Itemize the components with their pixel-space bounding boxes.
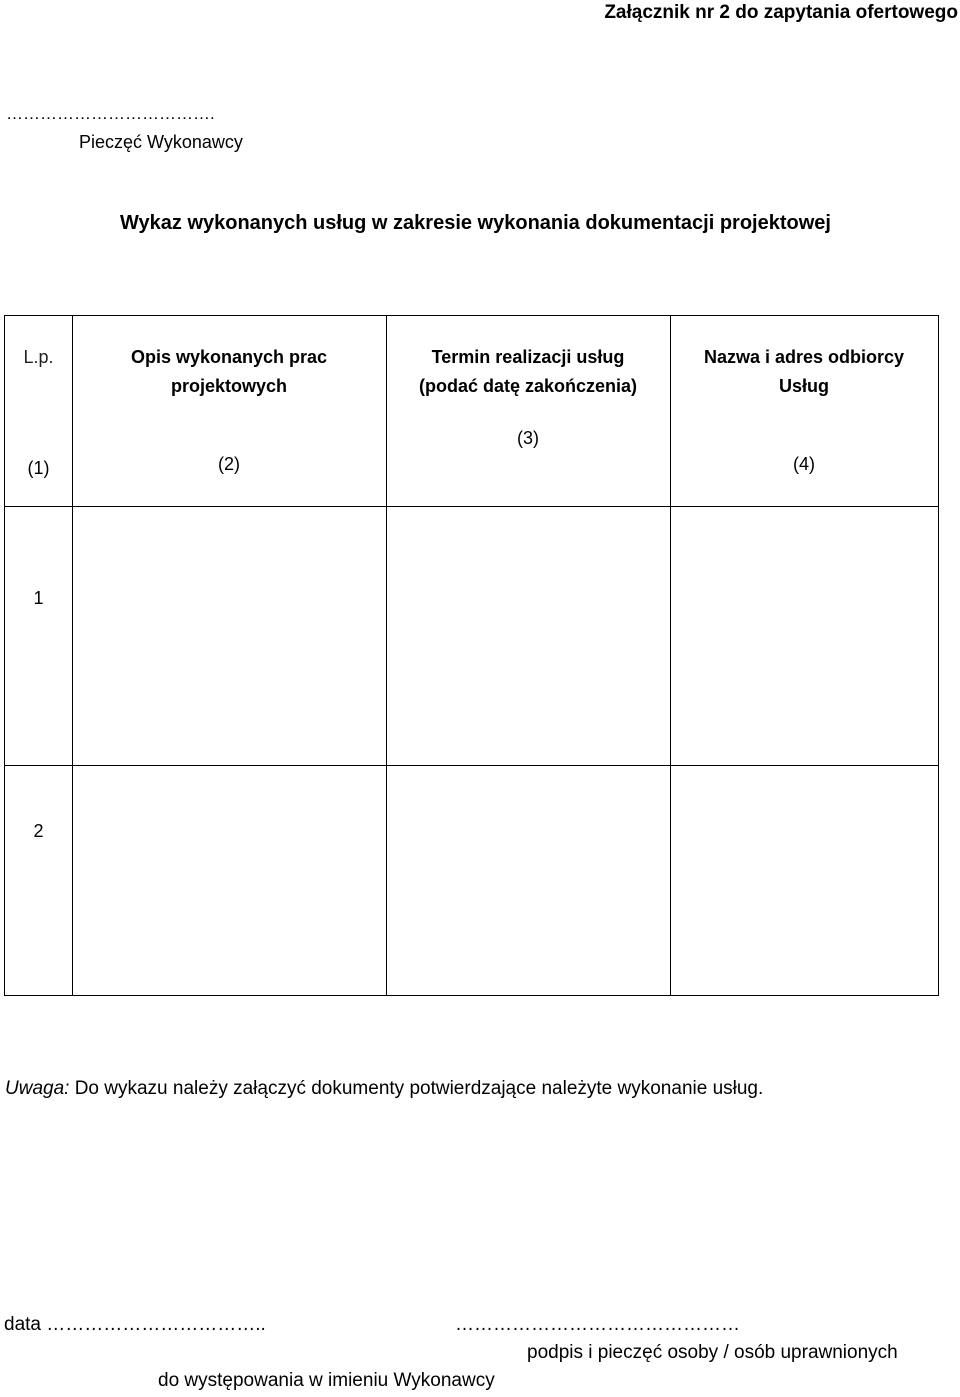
row-divider	[5, 765, 938, 766]
header-term-line2: (podać datę zakończenia)	[418, 376, 638, 396]
document-title: Wykaz wykonanych usług w zakresie wykonania dokumentacji projektowej	[120, 212, 831, 234]
header-lp: L.p.	[23, 347, 54, 367]
header-recipient-line2: Usług	[778, 376, 829, 396]
note-label: Uwaga:	[5, 1078, 70, 1099]
signature-caption-line1: podpis i pieczęć osoby / osób uprawnionych	[527, 1342, 898, 1363]
signature-caption-line2: do występowania w imieniu Wykonawcy	[158, 1370, 495, 1391]
column-number-2: (2)	[218, 454, 240, 474]
stamp-placeholder-dots: ……………………………….	[6, 104, 215, 123]
annex-title: Załącznik nr 2 do zapytania ofertowego	[604, 2, 958, 23]
header-recipient: Nazwa i adres odbiorcy	[703, 347, 905, 367]
note-text: Do wykazu należy załączyć dokumenty potwierdzające należyte wykonanie usług.	[69, 1078, 764, 1099]
column-number-3: (3)	[517, 428, 539, 448]
row-divider	[5, 506, 938, 507]
header-description: Opis wykonanych prac	[130, 347, 328, 367]
header-term: Termin realizacji usług	[431, 347, 625, 367]
header-description-line2: projektowych	[170, 376, 288, 396]
signature-dots: ………………………………………	[455, 1314, 740, 1335]
column-divider	[72, 316, 73, 995]
services-table	[4, 315, 939, 996]
column-number-1: (1)	[27, 458, 50, 478]
note	[5, 1078, 763, 1100]
column-number-4: (4)	[793, 454, 815, 474]
column-divider	[386, 316, 387, 995]
date-field: data ……………………………..	[4, 1314, 266, 1335]
column-divider	[670, 316, 671, 995]
stamp-label: Pieczęć Wykonawcy	[79, 132, 243, 152]
table-row-lp: 2	[33, 821, 44, 841]
table-row-lp: 1	[33, 588, 44, 608]
